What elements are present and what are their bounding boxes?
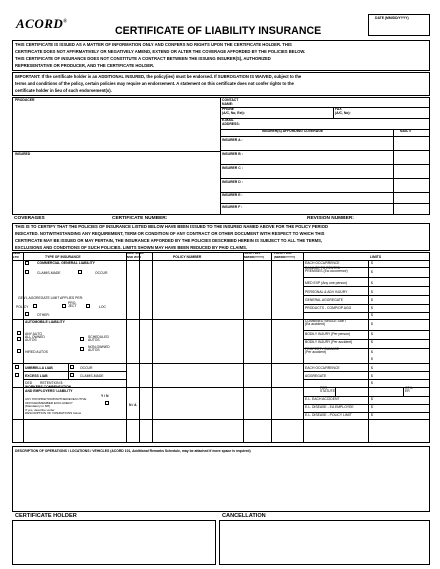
auto-limit-label: PROPERTY DAMAGE (Per accident) <box>305 347 340 355</box>
dollar-sign: $ <box>371 332 373 336</box>
phone-label: PHONE (A/C, No, Ext): <box>222 107 245 115</box>
gl-limit-label: MED EXP (Any one person) <box>305 281 348 285</box>
description-label: DESCRIPTION OF OPERATIONS / LOCATIONS / VEHICLES (ACORD 101, Additional Remarks Schedule, may be attached if more space is required) <box>15 449 251 453</box>
dollar-sign: $ <box>371 405 373 409</box>
naic-label: NAIC # <box>400 129 412 133</box>
coverage-line: EXCLUSIONS AND CONDITIONS OF SUCH POLICIES. LIMITS SHOWN MAY HAVE BEEN REDUCED BY PAID CLAIMS. <box>15 245 248 250</box>
excess-liab-label: EXCESS LIAB <box>25 374 48 378</box>
policy-eff-header: POLICY EFF (MM/DD/YYYY) <box>243 251 264 259</box>
auto-limit-label: BODILY INJURY (Per person) <box>305 332 350 336</box>
coverage-statement-box <box>12 223 430 251</box>
disclaimer-line: CERTIFICATE DOES NOT AFFIRMATIVELY OR NEGATIVELY AMEND, EXTEND OR ALTER THE COVERAGE AFFORDED BY THE POLICIES BELOW. <box>15 49 306 54</box>
revision-number-label: REVISION NUMBER: <box>307 216 354 221</box>
gl-policy-label: POLICY <box>16 305 29 309</box>
wc-na-label: N / A <box>129 403 137 407</box>
dollar-sign: $ <box>371 322 373 326</box>
limits-header: LIMITS <box>370 255 382 259</box>
coverage-line: CERTIFICATE MAY BE ISSUED OR MAY PERTAIN, THE INSURANCE AFFORDED BY THE POLICIES DESCRIBED HEREIN IS SUBJECT TO ALL THE TERMS, <box>15 238 323 243</box>
date-field[interactable] <box>368 14 430 36</box>
dollar-sign: $ <box>371 290 373 294</box>
auto-scheduled-checkbox[interactable] <box>80 337 84 341</box>
cancellation-label: CANCELLATION <box>222 513 266 519</box>
certificate-number-label: CERTIFICATE NUMBER: <box>112 216 168 221</box>
insurer-f-label: INSURER F : <box>222 205 243 209</box>
umbrella-claims-made-checkbox[interactable] <box>70 373 74 377</box>
contact-name-label: CONTACT NAME: <box>222 98 239 106</box>
type-header: TYPE OF INSURANCE <box>45 255 81 259</box>
umbrella-occur-label: OCCUR <box>80 366 93 370</box>
insurer-d-label: INSURER D : <box>222 180 243 184</box>
policy-number-header: POLICY NUMBER <box>173 255 202 259</box>
insurers-affording-label: INSURER(S) AFFORDING COVERAGE <box>262 129 324 133</box>
insured-label: INSURED <box>15 152 31 156</box>
auto-hired-checkbox[interactable] <box>17 349 21 353</box>
auto-non-owned-label: NON-OWNED AUTOS <box>88 345 110 353</box>
umbrella-liab-label: UMBRELLA LIAB <box>25 366 53 370</box>
gl-aggregate-applies-label: GEN'L AGGREGATE LIMIT APPLIES PER: <box>18 296 84 300</box>
wc-title: WORKERS COMPENSATION AND EMPLOYERS' LIABILITY <box>25 385 73 393</box>
wc-oth-er-label: OTH- ER <box>405 386 414 394</box>
important-line: IMPORTANT: If the certificate holder is an ADDITIONAL INSURED, the policy(ies) must be endorsed. If SUBROGATION IS WAIVED, subject to the <box>15 74 302 79</box>
gl-loc-checkbox[interactable] <box>86 304 90 308</box>
dollar-sign: $ <box>371 340 373 344</box>
dollar-sign: $ <box>371 306 373 310</box>
gl-limit-label: GENERAL AGGREGATE <box>305 298 344 302</box>
dollar-sign: $ <box>371 350 373 354</box>
description-box[interactable] <box>12 446 430 512</box>
excess-liab-checkbox[interactable] <box>15 373 19 377</box>
email-label: E-MAIL ADDRESS: <box>222 118 240 126</box>
dollar-sign: $ <box>371 313 373 317</box>
disclaimer-line: THIS CERTIFICATE IS ISSUED AS A MATTER OF INFORMATION ONLY AND CONFERS NO RIGHTS UPON THE CERTIFICATE HOLDER. THIS <box>15 42 292 47</box>
auto-any-label: ANY AUTO <box>25 332 43 336</box>
auto-all-owned-label: ALL OWNED AUTOS <box>25 335 45 343</box>
dollar-sign: $ <box>371 261 373 265</box>
certificate-holder-box[interactable] <box>12 520 216 565</box>
insurer-e-label: INSURER E : <box>222 193 243 197</box>
dollar-sign: $ <box>371 357 373 361</box>
ded-label: DED <box>25 381 33 385</box>
gl-limit-label: PRODUCTS - COMP/OP AGG <box>305 306 352 310</box>
producer-label: PRODUCER <box>15 98 35 102</box>
producer-field[interactable] <box>14 104 218 148</box>
wc-limit-label: E.L. DISEASE - EA EMPLOYEE <box>305 405 354 409</box>
wc-yn-label: Y / N <box>101 394 109 398</box>
gl-claims-made-label: CLAIMS-MADE <box>37 271 61 275</box>
disclaimer-line: REPRESENTATIVE OR PRODUCER, AND THE CERTIFICATE HOLDER. <box>15 63 155 68</box>
dollar-sign: $ <box>371 270 373 274</box>
gl-occur-checkbox[interactable] <box>78 270 82 274</box>
auto-hired-label: HIRED AUTOS <box>25 350 48 354</box>
wc-excluded-checkbox[interactable] <box>105 401 109 405</box>
gl-claims-made-checkbox[interactable] <box>25 270 29 274</box>
gl-title: COMMERCIAL GENERAL LIABILITY <box>37 261 95 265</box>
insured-field[interactable] <box>14 158 218 212</box>
gl-project-label: PRO- JECT <box>68 301 77 309</box>
coverage-line: THIS IS TO CERTIFY THAT THE POLICIES OF INSURANCE LISTED BELOW HAVE BEEN ISSUED TO THE INSURED NAMED ABOVE FOR THE POLICY PERIOD <box>15 224 329 229</box>
gl-policy-checkbox[interactable] <box>33 304 37 308</box>
gl-other-checkbox[interactable] <box>25 312 29 316</box>
coverage-line: INDICATED. NOTWITHSTANDING ANY REQUIREMENT, TERM OR CONDITION OF ANY CONTRACT OR OTHER DOCUMENT WITH RESPECT TO WHICH THIS <box>15 231 325 236</box>
gl-occur-label: OCCUR <box>95 271 108 275</box>
auto-non-owned-checkbox[interactable] <box>80 347 84 351</box>
umbrella-claims-made-label: CLAIMS-MADE <box>80 374 104 378</box>
gl-limit-label: EACH OCCURRENCE <box>305 261 340 265</box>
disclaimer-line: THIS CERTIFICATE OF INSURANCE DOES NOT CONSTITUTE A CONTRACT BETWEEN THE ISSUING INSURER(S), AUTHORIZED <box>15 56 271 61</box>
auto-limit-label: COMBINED SINGLE LIMIT (Ea accident) <box>305 319 347 327</box>
fax-label: FAX (A/C, No): <box>335 107 351 115</box>
disclaimer-box <box>12 40 430 71</box>
insurer-b-label: INSURER B : <box>222 152 243 156</box>
insr-ltr-header: INSR LTR <box>13 251 21 259</box>
dollar-sign: $ <box>371 374 373 378</box>
gl-other-label: OTHER: <box>37 313 50 317</box>
gl-checkbox[interactable] <box>25 261 29 265</box>
page-title: CERTIFICATE OF LIABILITY INSURANCE <box>115 25 322 37</box>
dollar-sign: $ <box>371 397 373 401</box>
dollar-sign: $ <box>371 281 373 285</box>
umbrella-occur-checkbox[interactable] <box>70 365 74 369</box>
important-line: certificate holder in lieu of such endorsement(s). <box>15 88 112 93</box>
acord-logo: ACORD® <box>16 16 68 31</box>
addl-subr-header: ADDL SUBR INSD WVD <box>126 251 144 259</box>
auto-all-owned-checkbox[interactable] <box>17 337 21 341</box>
wc-any-prop-label: ANY PROPRIETOR/PARTNER/EXECUTIVE OFFICER/MEMBER EXCLUDED? (Mandatory in NH) If yes, describe under DESCRIPTION OF OPERATIONS below <box>25 397 87 416</box>
certificate-holder-label: CERTIFICATE HOLDER <box>15 513 77 519</box>
umbrella-liab-checkbox[interactable] <box>15 365 19 369</box>
umbrella-limit-label: EACH OCCURRENCE <box>305 366 340 370</box>
cancellation-box <box>219 520 430 565</box>
dollar-sign: $ <box>371 381 373 385</box>
auto-title: AUTOMOBILE LIABILITY <box>25 320 65 324</box>
dollar-sign: $ <box>371 413 373 417</box>
coverages-label: COVERAGES <box>14 216 45 221</box>
date-label: DATE (MM/DD/YYYY) <box>375 16 409 20</box>
policy-exp-header: POLICY EXP (MM/DD/YYYY) <box>274 251 295 259</box>
umbrella-limit-label: AGGREGATE <box>305 374 327 378</box>
dollar-sign: $ <box>371 366 373 370</box>
auto-any-checkbox[interactable] <box>17 331 21 335</box>
wc-per-statute-label: PER STATUTE <box>320 386 335 394</box>
gl-loc-label: LOC <box>99 305 106 309</box>
dollar-sign: $ <box>371 298 373 302</box>
insurer-c-label: INSURER C : <box>222 166 243 170</box>
gl-limit-label: PERSONAL & ADV INJURY <box>305 290 348 294</box>
gl-project-checkbox[interactable] <box>62 304 66 308</box>
auto-scheduled-label: SCHEDULED AUTOS <box>88 335 109 343</box>
insurer-a-label: INSURER A : <box>222 138 243 142</box>
wc-limit-label: E.L. DISEASE - POLICY LIMIT <box>305 413 352 417</box>
wc-limit-label: E.L. EACH ACCIDENT <box>305 397 340 401</box>
important-box <box>12 72 430 96</box>
auto-limit-label: BODILY INJURY (Per accident) <box>305 340 353 344</box>
gl-limit-label: DAMAGE TO RENTED PREMISES (Ea occurrence) <box>305 266 348 274</box>
important-line: terms and conditions of the policy, certain policies may require an endorsement. A statement on this certificate does not confer rights to the <box>15 81 294 86</box>
retention-label: RETENTION $ <box>40 381 63 385</box>
